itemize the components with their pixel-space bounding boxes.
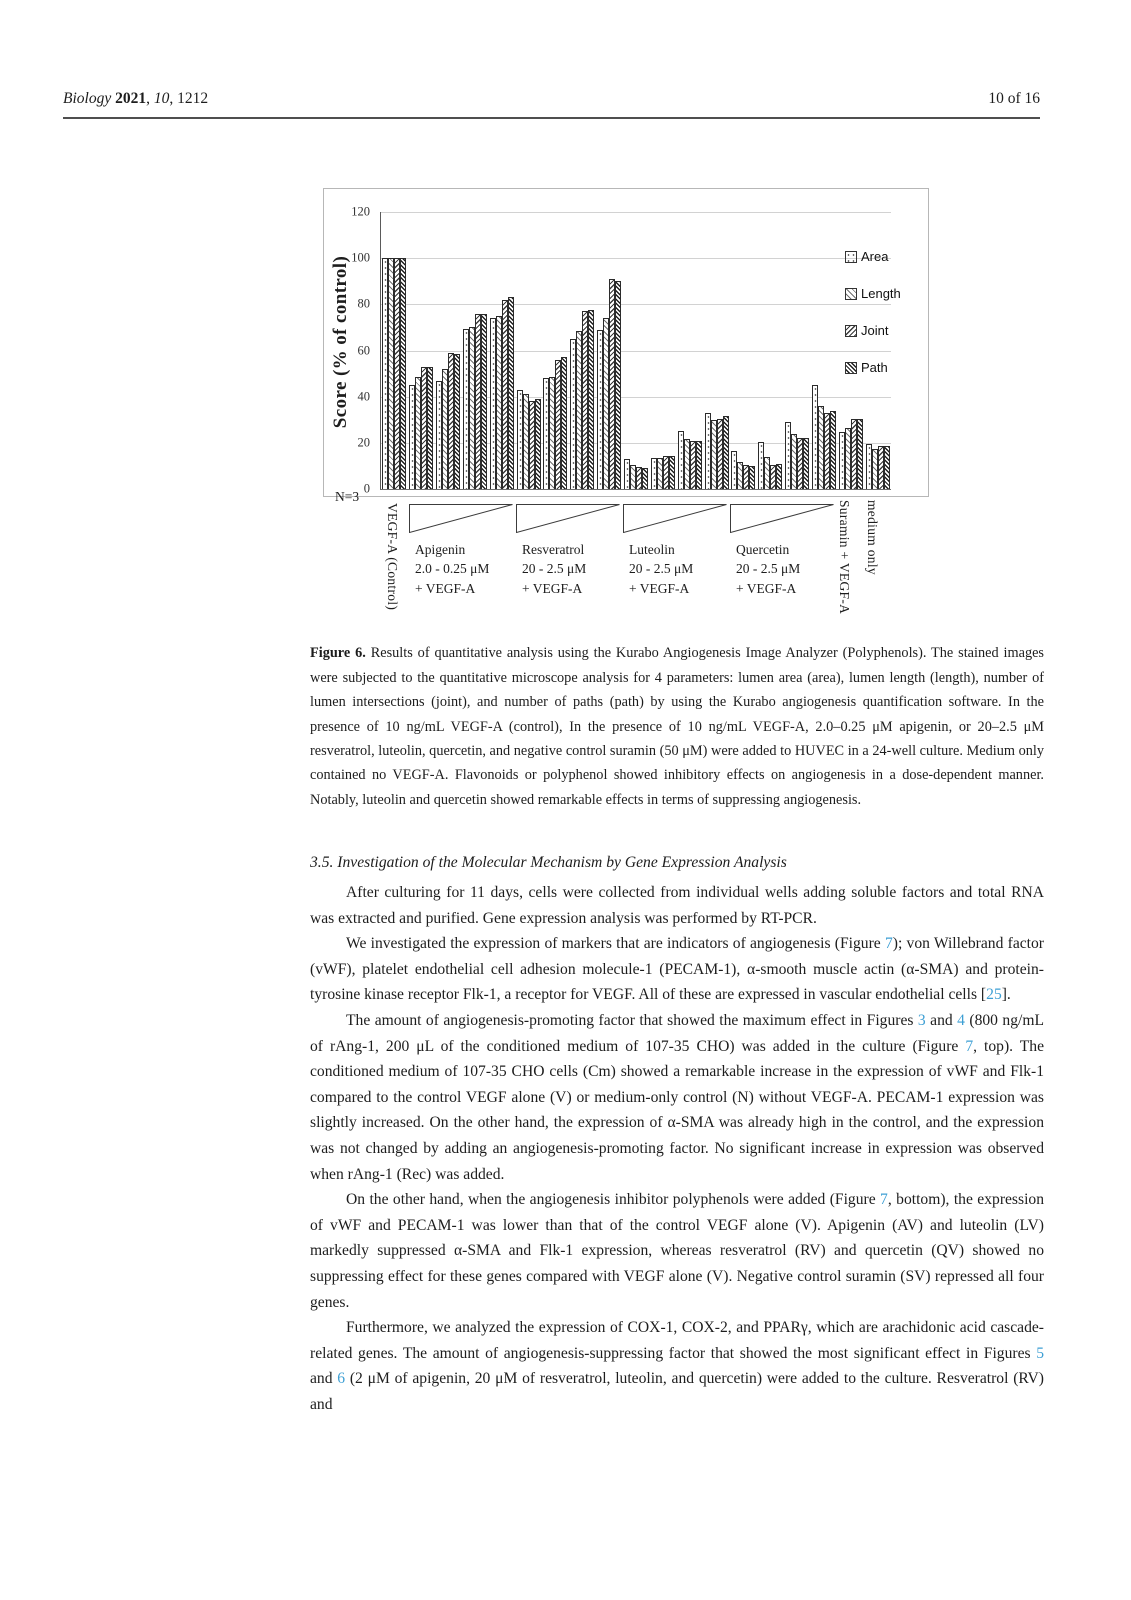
figure-caption-label: Figure 6. — [310, 645, 366, 662]
header-divider — [63, 117, 1040, 119]
vegf-suffix: + VEGF-A — [522, 580, 583, 596]
bar-path — [803, 438, 809, 489]
figure-ref-link[interactable]: 6 — [337, 1370, 346, 1388]
paragraph — [310, 1315, 1044, 1417]
legend-swatch-icon — [845, 251, 857, 263]
bar-group — [703, 212, 730, 489]
bar-group — [569, 212, 596, 489]
dose-range: 20 - 2.5 μM — [736, 561, 801, 577]
bar-group — [542, 212, 569, 489]
y-tick-label: 80 — [357, 296, 370, 311]
paragraph — [310, 931, 1044, 1008]
bar-group — [757, 212, 784, 489]
legend-item-length — [845, 287, 901, 300]
dose-wedge-icon — [516, 504, 620, 533]
x-label-vegf-control: VEGF-A (Control) — [385, 503, 400, 611]
paragraph-text: ]. — [1001, 986, 1011, 1004]
bar-path — [400, 258, 406, 489]
paragraph-text: , bottom), the expression of vWF and PECAM-1 was lower than that of the control VEGF alone (V). Apigenin (AV) and luteolin (LV) markedly suppressed α-SMA and Flk-1 expression, whereas resveratrol (RV) and quercetin (QV) showed no suppressing effect for these genes compared with VEGF alone (V). Negative control suramin (SV) repressed all four genes. — [310, 1191, 1044, 1311]
paragraph-text: The amount of angiogenesis-promoting factor that showed the maximum effect in Figures — [346, 1011, 918, 1029]
vegf-suffix: + VEGF-A — [629, 580, 690, 596]
x-group-label-quercetin — [736, 540, 800, 598]
bar-group — [408, 212, 435, 489]
legend-swatch-icon — [845, 362, 857, 374]
y-tick-label: 120 — [351, 204, 370, 219]
citation-link[interactable]: 25 — [986, 986, 1002, 1004]
bar-path — [857, 419, 863, 489]
dose-wedge-icon — [730, 504, 834, 533]
paragraph-text: We investigated the expression of markers that are indicators of angiogenesis (Figure — [346, 935, 885, 953]
legend-label: Area — [861, 249, 889, 264]
section-heading: 3.5. Investigation of the Molecular Mechanism by Gene Expression Analysis — [310, 854, 787, 871]
bar-path — [749, 466, 755, 489]
legend-item-path — [845, 361, 901, 374]
x-label-suramin: Suramin + VEGF-A — [837, 500, 852, 615]
compound-name: Quercetin — [736, 542, 790, 557]
figure-ref-link[interactable]: 7 — [884, 935, 893, 953]
paragraph-text: ); von Willebrand factor (vWF), platelet endothelial cell adhesion molecule-1 (PECAM-1), α-smooth muscle actin (α-SMA) and protein-tyrosine kinase receptor Flk-1, a receptor for VEGF. All of these are expressed in vascular endothelial cells [ — [310, 935, 1044, 1004]
paragraph-text: On the other hand, when the angiogenesis inhibitor polyphenols were added (Figure — [346, 1191, 881, 1209]
page-header — [63, 90, 1040, 108]
vegf-suffix: + VEGF-A — [415, 580, 476, 596]
bar-path — [642, 468, 648, 489]
bar-path — [561, 357, 567, 489]
bar-path — [830, 411, 836, 489]
bar-group — [811, 212, 838, 489]
legend-label: Joint — [861, 323, 889, 338]
y-tick-label: 20 — [357, 435, 370, 450]
bar-group — [623, 212, 650, 489]
bar-path — [508, 297, 514, 489]
bar-group — [784, 212, 811, 489]
paragraph-text: (2 μM of apigenin, 20 μM of resveratrol, luteolin, and quercetin) were added to the culture. Resveratrol (RV) and — [310, 1370, 1044, 1413]
chart-yticks — [338, 204, 374, 496]
n-label: N=3 — [335, 489, 360, 504]
bar-path — [615, 281, 621, 489]
bar-path — [776, 464, 782, 489]
bar-group — [515, 212, 542, 489]
y-tick-label: 0 — [363, 481, 370, 496]
paragraph — [310, 880, 1044, 931]
y-tick-label: 40 — [357, 389, 370, 404]
dose-range: 2.0 - 0.25 μM — [415, 561, 490, 577]
paragraph-text: Furthermore, we analyzed the expression of COX-1, COX-2, and PPARγ, which are arachidonic acid cascade-related genes. The amount of angiogenesis-suppressing factor that showed the most significant effect in Figures — [310, 1319, 1044, 1362]
paragraph-text: and — [925, 1011, 958, 1029]
chart-plot — [380, 212, 891, 490]
figure-ref-link[interactable]: 7 — [880, 1191, 888, 1209]
bar-group — [381, 212, 408, 489]
vegf-suffix: + VEGF-A — [736, 580, 797, 596]
figure-caption-text: Results of quantitative analysis using the Kurabo Angiogenesis Image Analyzer (Polyphenols). The stained images were subjected to the quantitative microscope analysis for 4 parameters: lumen area (area), lumen length (length), number of lumen intersections (joint), and number of paths (path) by using the Kurabo angiogenesis quantification software. In the presence of 10 ng/mL VEGF-A (control), In the presence of 10 ng/mL VEGF-A, 2.0–0.25 μM apigenin, or 20–2.5 μM resveratrol, luteolin, quercetin, and negative control suramin (50 μM) were added to HUVEC in a 24-well culture. Medium only contained no VEGF-A. Flavonoids or polyphenol showed inhibitory effects on angiogenesis in a dose-dependent manner. Notably, luteolin and quercetin showed remarkable effects in terms of suppressing angiogenesis. — [310, 645, 1044, 808]
bar-group — [730, 212, 757, 489]
x-group-label-resveratrol — [522, 540, 586, 598]
paragraph — [310, 1187, 1044, 1315]
y-axis-title: Score (% of control) — [330, 255, 351, 429]
figure-ref-link[interactable]: 3 — [917, 1011, 926, 1029]
journal-citation: Biology 2021, 10, 1212 — [63, 90, 209, 107]
bar-path — [454, 354, 460, 489]
legend-swatch-icon — [845, 325, 857, 337]
figure-ref-link[interactable]: 7 — [965, 1037, 974, 1055]
legend-item-area — [845, 250, 901, 263]
x-group-label-apigenin — [415, 540, 489, 598]
paragraph-text: and — [310, 1370, 338, 1388]
bar-group — [488, 212, 515, 489]
paragraph-text: (800 ng/mL of rAng-1, 200 μL of the conditioned medium of 107-35 CHO) was added in the culture (Figure — [310, 1011, 1045, 1055]
bar-path — [588, 310, 594, 489]
compound-name: Apigenin — [415, 542, 466, 557]
legend-swatch-icon — [845, 288, 857, 300]
legend-item-joint — [845, 324, 901, 337]
bar-path — [723, 416, 729, 489]
bar-path — [427, 367, 433, 489]
y-tick-label: 100 — [351, 250, 370, 265]
legend-label: Length — [861, 286, 901, 301]
figure-caption — [310, 641, 1044, 812]
paragraph-text: , top). The conditioned medium of 107-35 CHO cells (Cm) showed a remarkable increase in the expression of vWF and Flk-1 compared to the control VEGF alone (V) or medium-only control (N) without VEGF-A. PECAM-1 expression was slightly increased. On the other hand, the expression of α-SMA was already high in the control, and the expression was not changed by adding an angiogenesis-promoting factor. No significant increase in expression was observed when rAng-1 (Rec) was added. — [310, 1037, 1044, 1183]
page-number: 10 of 16 — [988, 90, 1040, 107]
chart-legend — [845, 250, 901, 398]
bar-path — [481, 314, 487, 489]
chart-bar-groups — [381, 212, 891, 489]
body-text — [310, 880, 1044, 1417]
bar-group — [462, 212, 489, 489]
dose-range: 20 - 2.5 μM — [522, 561, 587, 577]
x-label-medium-only: medium only — [865, 500, 880, 575]
bar-path — [535, 399, 541, 489]
bar-group — [596, 212, 623, 489]
bar-group — [676, 212, 703, 489]
compound-name: Luteolin — [629, 542, 675, 557]
compound-name: Resveratrol — [522, 542, 585, 557]
dose-wedge-icon — [409, 504, 513, 533]
legend-label: Path — [861, 360, 888, 375]
dose-wedge-icon — [623, 504, 727, 533]
bar-path — [696, 441, 702, 489]
x-group-label-luteolin — [629, 540, 693, 598]
dose-range: 20 - 2.5 μM — [629, 561, 694, 577]
figure-ref-link[interactable]: 4 — [957, 1011, 965, 1029]
paragraph — [310, 1008, 1044, 1187]
paragraph-text: After culturing for 11 days, cells were collected from individual wells adding soluble factors and total RNA was extracted and purified. Gene expression analysis was performed by RT-PCR. — [310, 884, 1044, 927]
figure-ref-link[interactable]: 5 — [1036, 1344, 1044, 1362]
bar-group — [435, 212, 462, 489]
y-tick-label: 60 — [357, 343, 370, 357]
bar-path — [669, 456, 675, 489]
bar-group — [649, 212, 676, 489]
bar-path — [884, 446, 890, 489]
